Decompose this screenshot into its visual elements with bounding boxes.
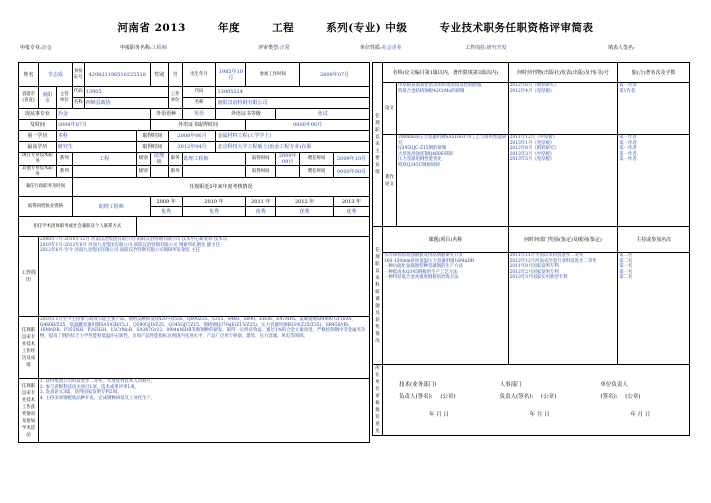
paper-name: 中厚板表面氧化铁皮的形成原因及控制措施 xyxy=(397,83,482,88)
unit-sign-label: (签名): xyxy=(600,394,618,400)
award-name: 一种抗硫化氢腐蚀特种容器钢的生产方法 xyxy=(383,264,464,270)
hire-time-label: 聘任时间 xyxy=(300,153,334,166)
review-type: 评审类型:正常 xyxy=(258,45,290,51)
award-prize: 2013年3月国家实用新型专利 xyxy=(509,275,568,281)
resume-label: 工作简历 xyxy=(19,237,39,317)
work-post: 工作岗位:研究开发 xyxy=(465,45,507,51)
tech-seal: (公章) xyxy=(440,394,456,400)
year-5: 2013 年 xyxy=(334,197,370,207)
resume-content xyxy=(38,237,369,317)
paper-pub: 2012年6月《钢铁研究》 xyxy=(509,83,559,88)
time-label: 及时间 xyxy=(19,120,57,131)
award-role: 第一名 xyxy=(619,269,633,275)
lang-label: 外语语种 xyxy=(150,109,182,120)
paper-names-2 xyxy=(396,135,508,227)
leader-label: 担任学术团体职务或社会兼职及个人联系方式 xyxy=(19,217,137,237)
cur-post-value: 助理工程师 xyxy=(182,153,246,166)
name-value: 李志成 xyxy=(38,63,72,87)
unit-name-label: 名称 xyxy=(182,98,216,109)
edu1-value: 本科 xyxy=(56,131,136,142)
lang-cert-time-label: 外语证书取得时间 xyxy=(150,120,246,131)
dept-code-value: 13905 xyxy=(84,87,168,98)
unit-name-value: 南阳汉冶特钢有限公司 xyxy=(216,98,370,109)
leader-value xyxy=(136,217,369,237)
cur-series-value: 工程 xyxy=(72,153,136,166)
result-3: 优秀 xyxy=(246,207,276,217)
region-label: 省辖市(省直) xyxy=(19,87,39,109)
other-hire-time-value: 0000年00月 xyxy=(334,166,370,178)
training-line: 4. 主持多项钢板新品种开发，完成钢种研发及工业化生产。 xyxy=(39,395,156,401)
title-year: 年度 xyxy=(217,22,240,34)
edu1-time-value: 2008年06月 xyxy=(168,131,216,142)
paper-rank: 第一作者 xyxy=(619,83,637,88)
unit-label: 工作单位 xyxy=(168,87,182,109)
dept-code-label: 代码 xyxy=(72,87,84,98)
birth-label: 出生年月 xyxy=(182,63,216,87)
dept-name-label: 名称 xyxy=(72,98,84,109)
unit-code-label: 代码 xyxy=(182,87,216,98)
result-4: 优秀 xyxy=(276,207,334,217)
award-prize: 2011年8月国家发明专利 xyxy=(509,264,559,270)
award-names xyxy=(382,253,508,365)
filler-sign: 填表人签名: xyxy=(608,45,635,51)
training-label: 任现职以来专业技术工作获奖情况及参加学术活动 xyxy=(19,379,39,443)
page-title xyxy=(0,20,711,35)
paper-name: 200mm厚压力容器用钢SA516Gr70工艺与组织性能研究 xyxy=(397,135,507,146)
apply-major: 申报专业:冶金 xyxy=(20,45,52,51)
lang-cert-time-value: 0000年00月 xyxy=(246,120,370,131)
time-value: 2008年07月 xyxy=(56,120,150,131)
paper-rank: 第一作者 xyxy=(619,135,637,140)
result-1: 优秀 xyxy=(150,207,182,217)
edu2-label: 最高学历 xyxy=(19,142,57,153)
edu2-value: 研究生 xyxy=(56,142,136,153)
current-major-value: 冶金 xyxy=(56,109,150,120)
paper-rank: 第1作者 xyxy=(619,88,636,94)
training-line: 2. 参与省级科技攻关项目1项，技术成果评审1项。 xyxy=(39,384,139,390)
achievements-table xyxy=(372,62,690,436)
level-label: 级别 xyxy=(136,153,150,166)
other-series-label: 系列 xyxy=(56,166,72,178)
paper-pub: 2012年4月《宽厚板》 xyxy=(509,88,555,94)
award-roles xyxy=(618,253,690,365)
signature-block xyxy=(382,365,689,436)
other-get-time-label: 取得时间 xyxy=(246,166,276,178)
year-1: 2009 年 xyxy=(150,197,182,207)
award-prizes xyxy=(508,253,618,365)
other-level-value xyxy=(150,166,168,178)
paper-name: Q345GJC-Z15钢的研制 xyxy=(397,146,447,152)
unit-head-label: 单位负责人 xyxy=(600,382,628,388)
resume-line: 2012年6月-至今 河南九龙集团有限公司-南阳汉冶特钢有限公司钢研所轧钢室 主任 xyxy=(39,248,201,254)
resume-line: 2008年7月-2010年12月 河南汉冶集团有限公司-南阳汉冶特钢有限公司 技术中心研发科 技术员 xyxy=(39,237,228,243)
paper-pub: 2013年5月《宽厚板》 xyxy=(509,157,555,163)
same-qual-value: 助理工程师 xyxy=(72,197,150,217)
title-level: 系列(专业) 中级 xyxy=(326,22,408,34)
papers-col-name: 名称(论文编目第1篇以内，著作限填第3篇以内) xyxy=(382,63,508,83)
resume-line: 2010年1月-2012年6月 河南九龙集团有限公司-南阳汉冶特钢有限公司 钢研所轧钢室 副主任 xyxy=(39,242,220,248)
paper-rank: 第一作者 xyxy=(619,146,637,152)
result-2: 优秀 xyxy=(182,207,246,217)
sex-value: 男 xyxy=(168,63,182,87)
training-line: 3. 发表论文3篇，获得国家发明专利2项。 xyxy=(39,390,122,396)
training-content xyxy=(38,379,369,443)
award-name: 一种低成本Q345钢板的生产工艺方法 xyxy=(383,269,458,275)
paper-pub: 2013年1月《宽厚板》 xyxy=(509,140,555,146)
award-role: 第二名 xyxy=(619,275,633,281)
year-2: 2010 年 xyxy=(182,197,246,207)
paper-pub: 2013年3月《中厚板》 xyxy=(509,151,555,157)
lang-score-value: 免试 xyxy=(276,109,370,120)
title-province: 河南省 2013 xyxy=(117,22,186,34)
other-post-label: 职务 xyxy=(168,166,182,178)
lang-value: 英语 xyxy=(182,109,216,120)
paper-pubs-2 xyxy=(508,135,618,227)
paper-ranks-2 xyxy=(618,135,690,227)
other-level-label: 级别 xyxy=(136,166,150,178)
other-series-value xyxy=(72,166,136,178)
paper-rank: 第一作者 xyxy=(619,157,637,163)
edu1-time-label: 取得时间 xyxy=(136,131,168,142)
paper-rank: 第一作者 xyxy=(619,151,637,157)
paper-pub: 2012年8月《钢铁研究》 xyxy=(509,146,559,152)
same-qual-label: 取得同档执业资格 xyxy=(19,197,73,217)
current-major-label: 现从事专业 xyxy=(19,109,57,120)
unit-type: 单位性质:社会企业 xyxy=(360,45,402,51)
paper-pubs-1 xyxy=(508,83,618,135)
unit-seal: (公章) xyxy=(625,394,641,400)
paper-name: 特厚Q345C钢板研制 xyxy=(397,162,440,168)
tech-dept-label: 技术(业务部门) xyxy=(398,382,437,388)
annual-label: 任现职近5年来年度考核情况 xyxy=(72,178,369,197)
dept-name-value: 西峡县政协 xyxy=(84,98,168,109)
awards-side-label: 任现职以来科研课题及获奖情况 xyxy=(373,227,383,365)
year-4: 2012 年 xyxy=(276,197,334,207)
award-prize: 2012年2月国家发明专利 xyxy=(509,269,559,275)
paper-ranks-1 xyxy=(618,83,690,135)
paper-name: 大厚度高强度钢Q460E研制 xyxy=(397,151,453,157)
post-label: 职务 xyxy=(168,153,182,166)
apply-title: 申报职务名称:工程师 xyxy=(120,45,167,51)
training-line: 1. 获得集团公司科技进步二等奖，年度优秀技术人员称号。 xyxy=(39,379,156,385)
papers-sub-label-2: 著作论文 xyxy=(382,135,396,227)
hire-time-value: 2009年10月 xyxy=(334,153,370,166)
hr-seal: (公章) xyxy=(541,394,557,400)
papers-col-rank: 独(合)著名次及字数 xyxy=(618,63,690,83)
signature-side-label: 所在单位审核推荐意见 xyxy=(373,365,383,436)
hr-sign-label: 负责人(签名): xyxy=(499,394,534,400)
other-hire-time-label: 聘任时间 xyxy=(300,166,334,178)
award-prize: 2011年11月平顶山市科技进步二等奖 xyxy=(509,253,584,258)
award-role: 第二名 xyxy=(619,258,633,264)
papers-sub-label: 论文 xyxy=(382,83,396,135)
award-role: 第二名 xyxy=(619,253,633,258)
region-value: 南阳市 xyxy=(38,87,56,109)
result-5: 优秀 xyxy=(334,207,370,217)
award-name: 160-120mm厚度低温压力容器用钢16MnDR xyxy=(383,258,475,264)
hr-date: 年 月 日 xyxy=(529,412,550,418)
cur-title-label: 现任专业技术职务 xyxy=(19,153,57,166)
get-time-value: 2009年09月 xyxy=(276,153,300,166)
paper-rank: 第一作者 xyxy=(619,140,637,146)
edu2-time-label: 取得时间 xyxy=(136,142,168,153)
edu2-time-value: 2012年04月 xyxy=(168,142,216,153)
school2-value: 北京科技大学工程硕士(冶金工程专业)在职 xyxy=(216,142,370,153)
edu1-label: 第一学历 xyxy=(19,131,57,142)
papers-col-pub: 何时何刊物(出版社)发表(出版)及刊(书)号 xyxy=(508,63,618,83)
award-name: 水冷却机组高强钢板及特厚钢板研究开发 xyxy=(383,253,464,258)
title-form: 专业技术职务任职资格评审简表 xyxy=(439,22,594,34)
unit-code-value: 13905514 xyxy=(216,87,370,98)
other-post-value xyxy=(182,166,246,178)
papers-side-label: 任现职以来主要业绩 xyxy=(373,63,383,227)
series-label: 系列 xyxy=(56,153,72,166)
paper-name: 压力容器用钢性能优化 xyxy=(397,157,442,163)
work-time-label: 参加工作时间 xyxy=(246,63,300,87)
admin-label: 兼任行政职务及时间 xyxy=(19,178,73,197)
awards-col-prize: 何时何部门奖励(鉴定)及级别(鉴定) xyxy=(508,227,618,253)
id-value: 420821198510225518 xyxy=(84,63,150,87)
award-name: 一种特厚低合金高强度钢板的冶炼方法 xyxy=(383,275,459,281)
paper-names-1 xyxy=(396,83,508,135)
other-get-time-value xyxy=(276,166,300,178)
get-time-label: 取得时间 xyxy=(246,153,276,166)
dept-label: 主管单位 xyxy=(56,87,72,109)
title-series: 工程 xyxy=(272,22,295,34)
awards-col-role: 主持或参加名次 xyxy=(618,227,690,253)
achievement-label: 任现职以来专业技术工作经历及成绩 xyxy=(19,317,39,379)
awards-col-name: 课题(项目)名称 xyxy=(382,227,508,253)
work-time-value: 2008年07月 xyxy=(300,63,370,87)
paper-name: 特厚合金结构钢板42CrMo的研制 xyxy=(397,88,465,94)
tech-sign-label: 负责人(签名): xyxy=(398,394,433,400)
award-role: 第一名 xyxy=(619,264,633,270)
lang-score-label: 外语证书等级 xyxy=(216,109,276,120)
hr-dept-label: 人事部门 xyxy=(499,382,522,388)
award-prize: 2012年12月河南省冶金行业科技进步二等奖 xyxy=(509,258,597,264)
year-3: 2011 年 xyxy=(246,197,276,207)
id-label: 身份证号 xyxy=(72,63,84,87)
cur-level-value: 助理级 xyxy=(150,153,168,166)
birth-value: 1985年10月 xyxy=(216,63,246,87)
name-label: 姓名 xyxy=(19,63,39,87)
tech-date: 年 月 日 xyxy=(428,412,449,418)
sex-label: 性别 xyxy=(150,63,168,87)
paper-pub: 2011年12月《中厚板》 xyxy=(509,135,558,140)
unit-date: 年 月 日 xyxy=(630,412,651,418)
basic-info-table xyxy=(18,62,370,443)
achievement-content: 2010年1月至今主持参与高效节能主要产品、钢材品种研发Q420~Q550、Q690Z35、S355、S460、S690、EH36、E47MPa、低碳铸钢SM490 Gr160A、Q460B/Z25、低温罐容器用钢SA543B/CL1、Q390GJD/Z25、Q345GJC/Z15、钢桥钢Q370qE(Z15/Z25)、压力容器用钢B310(Z25/Z35)、SB450/(R)、16MnDR、P355NH、P265GH、15CrMoR、SA387Gr22、09MnNiDR等新钢种的研发，取得一定经济效益。通过1%的合金元素改进，严格控制钢中非金属夹杂物，提高了钢的综合力学性能和低温冲击韧性，多项产品性能指标达到国内先进水平，产品广泛用于桥梁、建筑、压力容器、风电等领域。 xyxy=(38,317,369,379)
school1-value: 金属材料工程(工学学士) xyxy=(216,131,370,142)
other-title-label: 其他专业技术职务 xyxy=(19,166,57,178)
